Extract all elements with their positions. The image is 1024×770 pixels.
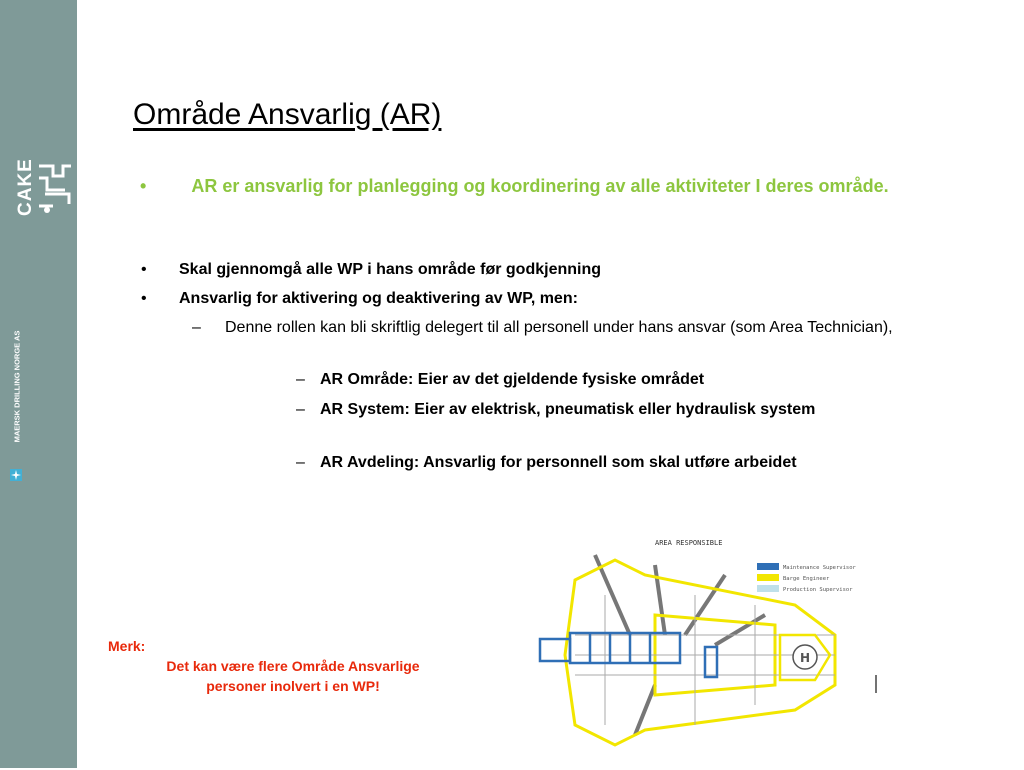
dash: – <box>296 454 305 471</box>
bullet-text: Skal gjennomgå alle WP i hans område før godkjenning <box>179 261 601 278</box>
green-bullet <box>140 173 920 200</box>
note <box>108 636 458 696</box>
note-label: Merk: <box>108 638 146 654</box>
sub-sub-bullet-text: AR System: Eier av elektrisk, pneumatisk eller hydraulisk system <box>320 401 816 418</box>
sub-sub-bullet-text: AR Område: Eier av det gjeldende fysiske området <box>320 371 705 388</box>
dash: – <box>192 319 201 336</box>
maersk-star-icon <box>10 469 22 481</box>
svg-text:H: H <box>800 651 811 665</box>
bullet-dot: • <box>141 261 147 278</box>
bullet-activation <box>141 288 879 310</box>
dash: – <box>296 401 305 418</box>
green-bullet-text: AR er ansvarlig for planlegging og koordinering av alle aktiviteter I deres område. <box>191 176 889 196</box>
slide-title: Område Ansvarlig (AR) <box>133 98 442 131</box>
legend-label-barge: Barge Engineer <box>783 576 830 582</box>
sub-sub-bullet-text: AR Avdeling: Ansvarlig for personnell som skal utføre arbeidet <box>320 454 797 471</box>
legend-swatch-production <box>757 585 779 592</box>
bullet-dot: • <box>140 176 147 196</box>
bullet-review <box>141 259 879 281</box>
legend-label-production: Production Supervisor <box>783 587 853 593</box>
logo-text: CAKE <box>15 158 36 216</box>
note-text: Det kan være flere Område Ansvarlige personer inolvert i en WP! <box>166 658 420 694</box>
sub-sub-bullet-department <box>296 452 840 474</box>
rig-plan-image <box>535 535 885 765</box>
legend-label-maintenance: Maintenance Supervisor <box>783 565 856 571</box>
cake-logo-icon <box>37 160 73 216</box>
legend-swatch-barge <box>757 574 779 581</box>
area-responsible-diagram <box>535 535 885 765</box>
sub-sub-bullet-system <box>296 399 880 421</box>
bullet-dot: • <box>141 290 147 307</box>
diagram-title: AREA RESPONSIBLE <box>655 539 723 547</box>
sub-bullet-delegate <box>192 317 915 339</box>
sub-sub-bullet-area <box>296 369 880 391</box>
legend-swatch-maintenance <box>757 563 779 570</box>
company-text: MAERSK DRILLING NORGE AS <box>12 330 22 443</box>
company-name <box>10 300 24 480</box>
sub-bullet-text: Denne rollen kan bli skriftlig delegert til all personell under hans ansvar (som Area Technician), <box>225 319 893 336</box>
sidebar <box>0 0 77 768</box>
cake-logo <box>5 160 73 220</box>
dash: – <box>296 371 305 388</box>
bullet-text: Ansvarlig for aktivering og deaktivering av WP, men: <box>179 290 578 307</box>
